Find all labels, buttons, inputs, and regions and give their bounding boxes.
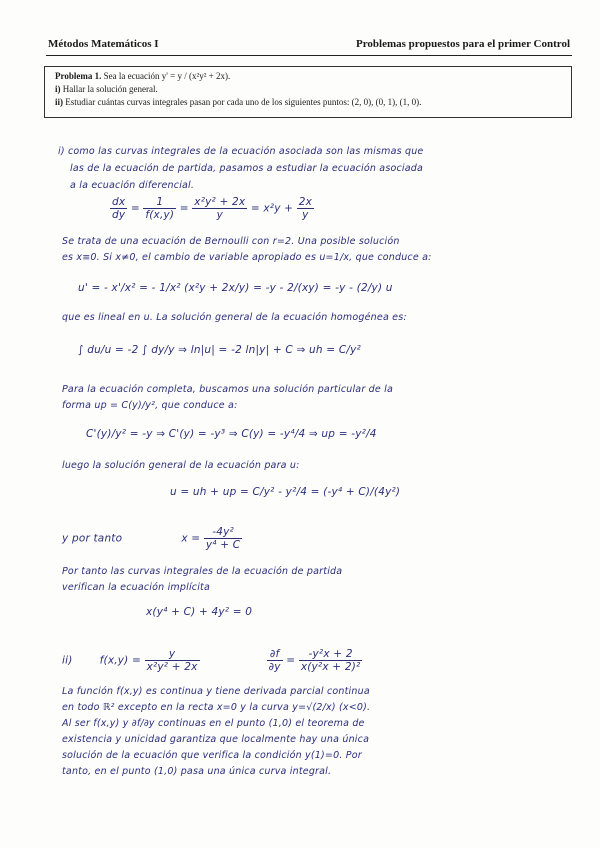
fraction: $\frac{\partial f}{\partial y}$	[268, 648, 281, 673]
solution-line: i) como las curvas integrales de la ecuación asociada son las mismas que	[58, 146, 424, 157]
solution-line: Para la ecuación completa, buscamos una solución particular de la	[62, 384, 394, 395]
solution-line: verifican la ecuación implícita	[62, 582, 210, 593]
document-title: Problemas propuestos para el primer Control	[356, 38, 570, 50]
solution-line: existencia y unicidad garantiza que localmente hay una única	[62, 734, 370, 745]
fraction: $\frac{\text{-4y²}}{\text{y⁴ + C}}$	[205, 526, 241, 551]
item-i-text: Hallar la solución general.	[62, 84, 158, 94]
fraction: $\frac{\text{-y²x + 2}}{\text{x(y²x + 2)²}}$	[300, 648, 361, 673]
fraction: $\frac{2x}{y}$	[298, 196, 313, 221]
solution-line: solución de la ecuación que verifica la condición y(1)=0. Por	[62, 750, 362, 761]
equation-general-u: u = uh + up = C/y² - y²/4 = (-y⁴ + C)/(4y²)	[170, 486, 401, 498]
problem-item-i	[55, 83, 561, 96]
fraction: $\frac{\text{x²y² + 2x}}{y}$	[194, 196, 246, 221]
problem-intro-line	[55, 70, 561, 83]
equation-implicit: x(y⁴ + C) + 4y² = 0	[146, 606, 253, 618]
solution-line: forma up = C(y)/y², que conduce a:	[62, 400, 238, 411]
item-ii-text: Estudiar cuántas curvas integrales pasan por cada uno de los siguientes puntos: (2, 0), (0, 1), (1, 0).	[65, 97, 422, 107]
equation-f-and-derivative: ii) f(x,y) = $\frac{y}{\text{x²y² + 2x}}$ $\frac{\partial f}{\partial y}$ = $\frac{\text{-y²x + 2}}{\text{x(y²x + 2)²}}$	[62, 648, 361, 673]
item-ii-label: ii)	[55, 97, 63, 107]
solution-line: en todo ℝ² excepto en la recta x=0 y la curva y=√(2/x) (x<0).	[62, 702, 371, 713]
solution-line: luego la solución general de la ecuación para u:	[62, 460, 300, 471]
solution-line: Al ser f(x,y) y ∂f/∂y continuas en el punto (1,0) el teorema de	[62, 718, 365, 729]
item-ii-solution-label: ii)	[62, 654, 73, 667]
equation-particular: C'(y)/y² = -y ⇒ C'(y) = -y³ ⇒ C(y) = -y⁴/4 ⇒ up = -y²/4	[86, 428, 377, 440]
item-i-label: i)	[55, 84, 61, 94]
equation-homogeneous: ∫ du/u = -2 ∫ dy/y ⇒ ln|u| = -2 ln|y| + C ⇒ uh = C/y²	[78, 344, 361, 356]
problem-statement-box	[44, 66, 572, 118]
problem-title: Problema 1.	[55, 71, 102, 81]
problem-intro: Sea la ecuación y' = y / (x²y² + 2x).	[103, 71, 231, 81]
solution-line: a la ecuación diferencial.	[70, 180, 195, 191]
equation-dx-dy: $\frac{dx}{dy}$ = $\frac{1}{f(x,y)}$ = $\frac{\text{x²y² + 2x}}{y}$ = x²y + $\frac{2x}{y}$	[112, 196, 313, 221]
header-divider	[46, 55, 572, 56]
fraction: $\frac{1}{f(x,y)}$	[145, 196, 175, 221]
solution-line: y por tanto	[62, 532, 123, 545]
solution-line: las de la ecuación de partida, pasamos a estudiar la ecuación asociada	[70, 163, 424, 174]
solution-line: Por tanto las curvas integrales de la ecuación de partida	[62, 566, 343, 577]
solution-line: La función f(x,y) es continua y tiene derivada parcial continua	[62, 686, 370, 697]
fraction: $\frac{dx}{dy}$	[112, 196, 126, 221]
equation-x-solution: y por tanto x = $\frac{\text{-4y²}}{\text{y⁴ + C}}$	[62, 526, 241, 551]
solution-line: Se trata de una ecuación de Bernoulli con r=2. Una posible solución	[62, 236, 400, 247]
solution-line: que es lineal en u. La solución general de la ecuación homogénea es:	[62, 312, 407, 323]
fraction: $\frac{y}{\text{x²y² + 2x}}$	[146, 648, 198, 673]
solution-line: tanto, en el punto (1,0) pasa una única curva integral.	[62, 766, 332, 777]
problem-item-ii	[55, 96, 561, 109]
solution-line: es x≡0. Si x≠0, el cambio de variable apropiado es u=1/x, que conduce a:	[62, 252, 432, 263]
equation-u-prime: u' = - x'/x² = - 1/x² (x²y + 2x/y) = -y - 2/(xy) = -y - (2/y) u	[78, 282, 393, 294]
course-title: Métodos Matemáticos I	[48, 38, 159, 50]
